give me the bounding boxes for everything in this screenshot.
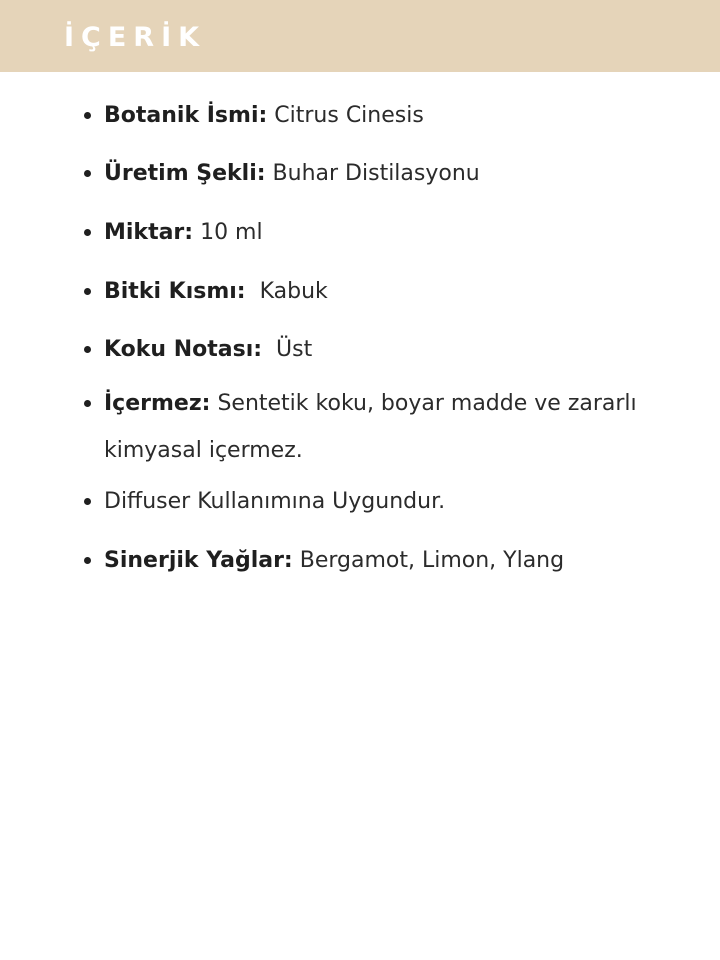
list-item-production-method xyxy=(104,150,664,197)
bullet-icon xyxy=(84,229,91,236)
bullet-icon xyxy=(84,557,91,564)
item-label: İçermez: xyxy=(104,391,211,416)
bullet-icon xyxy=(84,288,91,295)
bullet-icon xyxy=(84,170,91,177)
item-value: Kabuk xyxy=(245,279,328,304)
item-value: Citrus Cinesis xyxy=(267,103,424,128)
page-title: İÇERİK xyxy=(64,22,207,53)
item-value: Diffuser Kullanımına Uygundur. xyxy=(104,489,446,514)
list-item-diffuser xyxy=(104,478,664,525)
item-label: Miktar: xyxy=(104,220,194,245)
item-value: Sentetik koku, boyar madde ve zararlı kimyasal içermez. xyxy=(104,391,644,463)
item-value: Üst xyxy=(262,337,313,362)
item-label: Botanik İsmi: xyxy=(104,103,268,128)
list-item-free-from xyxy=(104,380,664,474)
item-value: Buhar Distilasyonu xyxy=(265,161,480,186)
item-label: Üretim Şekli: xyxy=(104,161,266,186)
list-item-synergistic-oils xyxy=(104,537,664,584)
list-item-scent-note xyxy=(104,326,664,373)
bullet-icon xyxy=(84,400,91,407)
item-value: 10 ml xyxy=(193,220,263,245)
item-label: Koku Notası: xyxy=(104,337,263,362)
item-label: Sinerjik Yağlar: xyxy=(104,548,293,573)
list-item-quantity xyxy=(104,209,664,256)
item-label: Bitki Kısmı: xyxy=(104,279,246,304)
list-item-plant-part xyxy=(104,268,664,315)
bullet-icon xyxy=(84,346,91,353)
bullet-icon xyxy=(84,112,91,119)
bullet-icon xyxy=(84,498,91,505)
list-item-botanical-name xyxy=(104,92,664,139)
item-value: Bergamot, Limon, Ylang xyxy=(292,548,565,573)
